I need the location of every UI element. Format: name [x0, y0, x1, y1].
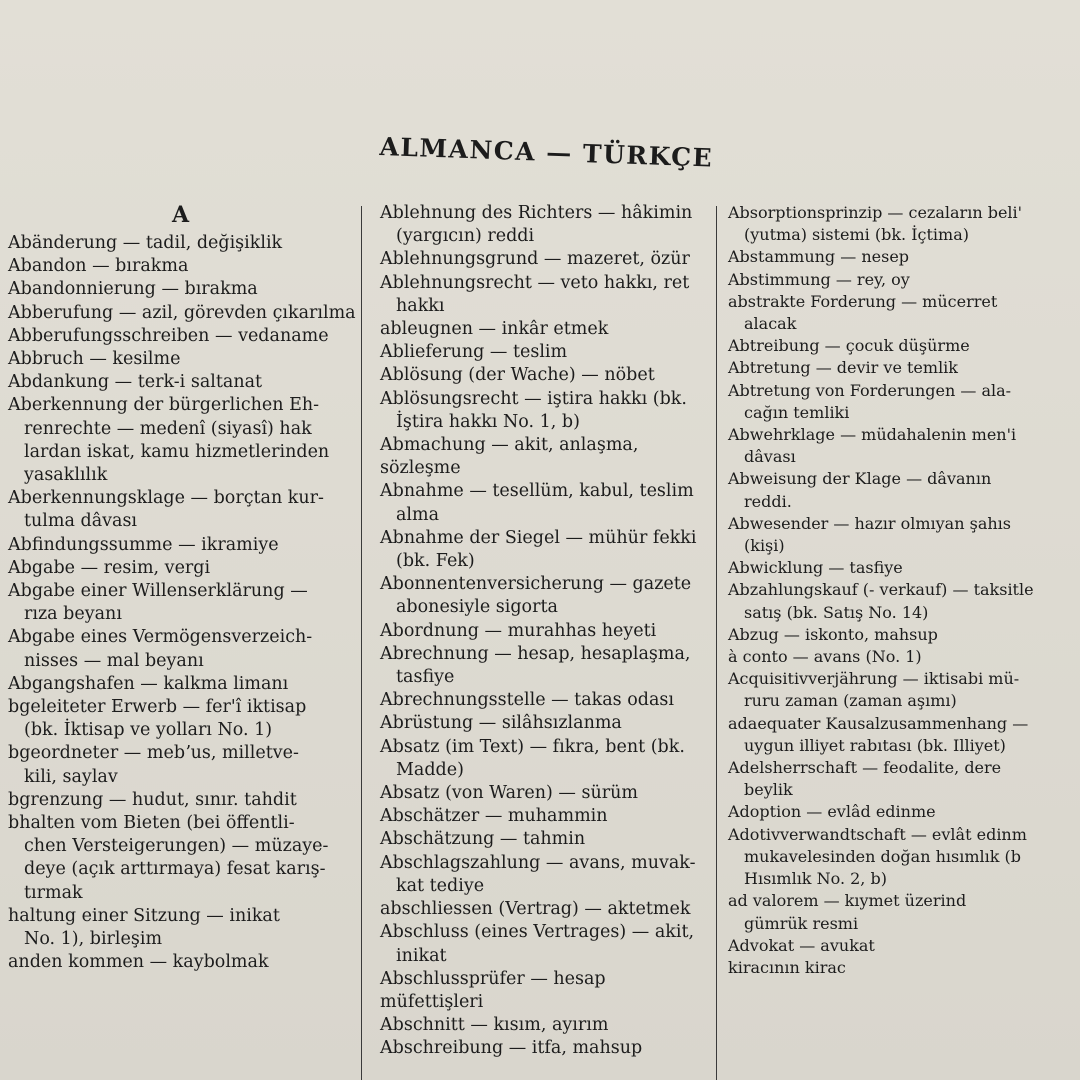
entry-continuation: nisses — mal beyanı — [24, 650, 204, 671]
entry-continuation: gümrük resmi — [744, 913, 859, 933]
dictionary-entry — [722, 513, 1080, 557]
dictionary-entry — [0, 255, 362, 278]
entry-continuation: inikat — [396, 945, 447, 966]
dictionary-entry — [372, 364, 712, 387]
entry-line: Abweisung der Klage — dâvanın — [728, 469, 992, 489]
entry-continuation: cağın temliki — [744, 402, 850, 422]
entry-line: anden kommen — kaybolmak — [8, 952, 269, 973]
dictionary-entry — [372, 480, 712, 526]
dictionary-entry — [0, 348, 362, 371]
entry-continuation: tasfiye — [396, 667, 455, 688]
dictionary-entry — [372, 898, 712, 921]
entry-line: Abstammung — nesep — [728, 247, 910, 267]
entry-line: ad valorem — kıymet üzerind — [728, 891, 967, 911]
entry-line: Ablieferung — teslim — [380, 342, 568, 363]
entry-continuation: tulma dâvası — [24, 511, 138, 532]
entry-line: Abschätzer — muhammin — [380, 806, 608, 827]
dictionary-entry — [722, 713, 1080, 757]
entry-continuation: (kişi) — [744, 536, 785, 556]
entry-line: Advokat — avukat — [728, 935, 875, 955]
dictionary-entry — [722, 246, 1080, 268]
dictionary-entry — [722, 824, 1080, 891]
entry-line: Abwicklung — tasfiye — [728, 558, 903, 578]
entry-line: haltung einer Sitzung — inikat — [8, 905, 280, 926]
column-3 — [722, 202, 1080, 1080]
dictionary-entry — [722, 801, 1080, 823]
entry-line: Ablösung (der Wache) — nöbet — [380, 365, 655, 386]
entry-line: Abdankung — terk-i saltanat — [8, 372, 263, 393]
dictionary-entry — [372, 689, 712, 712]
entry-continuation: İştira hakkı No. 1, b) — [396, 411, 580, 432]
entry-line: abschliessen (Vertrag) — aktetmek — [380, 899, 691, 920]
entry-continuation: chen Versteigerungen) — müzaye- — [24, 836, 329, 857]
entry-continuation: (bk. Fek) — [396, 551, 475, 572]
entry-line: Abwehrklage — müdahalenin men'i — [728, 425, 1017, 445]
dictionary-entry — [372, 1037, 712, 1060]
entry-continuation: alma — [396, 504, 440, 525]
dictionary-entry — [372, 643, 712, 689]
dictionary-entry — [0, 557, 362, 580]
entry-continuation: alacak — [744, 314, 797, 334]
dictionary-entry — [0, 626, 362, 672]
entry-line: Abschlussprüfer — hesap müfettişleri — [380, 968, 606, 1012]
dictionary-entry — [0, 325, 362, 348]
entry-continuation: (yutma) sistemi (bk. İçtima) — [744, 225, 969, 245]
entry-continuation: beylik — [744, 780, 793, 800]
entry-line: Abschlagszahlung — avans, muvak- — [380, 852, 696, 873]
entry-continuation: abonesiyle sigorta — [396, 597, 558, 618]
dictionary-entry — [0, 673, 362, 696]
entry-line: Aberkennung der bürgerlichen Eh- — [8, 395, 320, 416]
entry-line: Adoption — evlâd edinme — [728, 802, 936, 822]
entry-line: Ablehnung des Richters — hâkimin — [380, 203, 693, 223]
entry-line: Abberufungsschreiben — vedaname — [8, 325, 329, 346]
dictionary-entry — [372, 527, 712, 573]
dictionary-entry — [372, 1014, 712, 1037]
entry-line: Abmachung — akit, anlaşma, sözleşme — [380, 435, 639, 479]
entry-line: Abrüstung — silâhsızlanma — [380, 713, 622, 734]
dictionary-entry — [372, 318, 712, 341]
entry-continuation: renrechte — medenî (siyasî) hak — [24, 418, 312, 439]
page-title: ALMANCA — TÜRKÇE — [378, 132, 714, 173]
entry-line: Abfindungssumme — ikramiye — [8, 534, 279, 555]
dictionary-entry — [722, 890, 1080, 934]
entry-line: Abtretung — devir ve temlik — [728, 358, 958, 378]
dictionary-entry — [372, 620, 712, 643]
dictionary-entry — [722, 624, 1080, 646]
dictionary-entry — [0, 371, 362, 394]
entry-continuation: uygun illiyet rabıtası (bk. Illiyet) — [744, 735, 1006, 755]
entry-line: abstrakte Forderung — mücerret — [728, 291, 998, 311]
dictionary-entry — [0, 812, 362, 905]
entry-line: Abnahme der Siegel — mühür fekki — [380, 527, 697, 548]
dictionary-entry — [0, 534, 362, 557]
entry-line: ableugnen — inkâr etmek — [380, 319, 609, 340]
entry-line: Abschreibung — itfa, mahsup — [380, 1038, 643, 1059]
entry-continuation: Hısımlık No. 2, b) — [744, 869, 887, 889]
dictionary-entry — [0, 905, 362, 951]
entry-line: Abberufung — azil, görevden çıkarılma — [8, 302, 356, 323]
entry-line: Ablösungsrecht — iştira hakkı (bk. — [380, 388, 687, 409]
dictionary-entry — [372, 272, 712, 318]
entry-continuation: kili, saylav — [24, 766, 118, 787]
dictionary-entry — [722, 269, 1080, 291]
entry-line: Abgangshafen — kalkma limanı — [8, 673, 289, 694]
dictionary-entry — [722, 579, 1080, 623]
entry-line: Abonnentenversicherung — gazete — [380, 574, 692, 595]
dictionary-entry — [372, 968, 712, 1014]
column-3-entries — [722, 202, 1080, 979]
dictionary-entry — [0, 696, 362, 742]
entry-line: Abbruch — kesilme — [8, 349, 181, 370]
entry-line: Abordnung — murahhas heyeti — [380, 620, 657, 641]
entry-line: Acquisitivverjährung — iktisabi mü- — [728, 669, 1020, 689]
entry-line: Abstimmung — rey, oy — [728, 269, 910, 289]
entry-continuation: satış (bk. Satış No. 14) — [744, 602, 929, 622]
entry-continuation: (bk. İktisap ve yolları No. 1) — [24, 720, 273, 741]
dictionary-entry — [372, 828, 712, 851]
entry-continuation: tırmak — [24, 882, 83, 903]
dictionary-entry — [722, 935, 1080, 957]
entry-line: Abandon — bırakma — [8, 256, 189, 277]
dictionary-entry — [722, 357, 1080, 379]
dictionary-entry — [722, 291, 1080, 335]
entry-line: kiracının kirac — [728, 957, 846, 977]
entry-line: bgeleiteter Erwerb — fer'î iktisap — [8, 697, 307, 718]
entry-line: Abandonnierung — bırakma — [8, 279, 258, 300]
dictionary-entry — [372, 805, 712, 828]
dictionary-entry — [372, 921, 712, 967]
dictionary-entry — [372, 434, 712, 480]
entry-line: Ablehnungsgrund — mazeret, özür — [380, 249, 690, 270]
entry-line: Absatz (im Text) — fıkra, bent (bk. — [380, 736, 685, 757]
entry-line: Absorptionsprinzip — cezaların beli' — [728, 203, 1023, 222]
entry-continuation: reddi. — [744, 491, 792, 511]
dictionary-entry — [372, 248, 712, 271]
entry-continuation: No. 1), birleşim — [24, 929, 163, 950]
dictionary-entry — [372, 202, 712, 248]
dictionary-entry — [722, 380, 1080, 424]
entry-line: Abschluss (eines Vertrages) — akit, — [380, 922, 695, 943]
entry-continuation: kat tediye — [396, 875, 485, 896]
entry-line: Abänderung — tadil, değişiklik — [8, 233, 283, 253]
dictionary-entry — [0, 951, 362, 974]
entry-line: Abschätzung — tahmin — [380, 829, 586, 850]
entry-continuation: yasaklılık — [24, 465, 108, 486]
entry-continuation: Madde) — [396, 759, 464, 780]
entry-continuation: lardan iskat, kamu hizmetlerinden — [24, 441, 330, 462]
column-2-entries — [372, 202, 712, 1061]
entry-continuation: hakkı — [396, 295, 445, 316]
entry-continuation: rıza beyanı — [24, 604, 122, 625]
dictionary-entry — [0, 580, 362, 626]
dictionary-entry — [722, 757, 1080, 801]
dictionary-entry — [0, 742, 362, 788]
entry-continuation: (yargıcın) reddi — [396, 226, 535, 247]
dictionary-entry — [722, 957, 1080, 979]
entry-line: Adotivverwandtschaft — evlât edinm — [728, 824, 1027, 844]
entry-line: Abwesender — hazır olmıyan şahıs — [728, 513, 1011, 533]
entry-line: bgeordneter — mebʼus, milletve- — [8, 743, 299, 764]
dictionary-entry — [0, 232, 362, 255]
entry-line: Abzug — iskonto, mahsup — [728, 624, 938, 644]
dictionary-entry — [372, 782, 712, 805]
entry-line: Abrechnung — hesap, hesaplaşma, — [380, 643, 691, 664]
column-1-entries — [0, 232, 362, 975]
dictionary-entry — [372, 852, 712, 898]
section-letter: A — [172, 202, 190, 228]
dictionary-entry — [372, 388, 712, 434]
entry-line: Abgabe — resim, vergi — [8, 557, 211, 578]
entry-line: bgrenzung — hudut, sınır. tahdit — [8, 789, 297, 810]
dictionary-entry — [722, 468, 1080, 512]
dictionary-entry — [372, 573, 712, 619]
dictionary-entry — [722, 202, 1080, 246]
column-2 — [372, 202, 712, 1080]
dictionary-entry — [372, 341, 712, 364]
entry-line: Aberkennungsklage — borçtan kur- — [8, 488, 324, 509]
entry-continuation: ruru zaman (zaman aşımı) — [744, 691, 957, 711]
dictionary-entry — [722, 668, 1080, 712]
entry-line: Ablehnungsrecht — veto hakkı, ret — [380, 272, 690, 293]
entry-continuation: deye (açık arttırmaya) fesat karış- — [24, 859, 326, 880]
entry-line: Abzahlungskauf (- verkauf) — taksitle — [728, 580, 1034, 600]
entry-line: Abgabe eines Vermögensverzeich- — [8, 627, 313, 648]
dictionary-entry — [0, 789, 362, 812]
entry-continuation: dâvası — [744, 447, 796, 467]
dictionary-entry — [0, 302, 362, 325]
dictionary-entry — [0, 487, 362, 533]
entry-line: Absatz (von Waren) — sürüm — [380, 783, 638, 804]
entry-line: Abgabe einer Willenserklärung — — [8, 581, 308, 602]
entry-line: Adelsherrschaft — feodalite, dere — [728, 758, 1002, 778]
dictionary-entry — [722, 646, 1080, 668]
dictionary-entry — [372, 712, 712, 735]
column-1 — [0, 202, 362, 1080]
entry-line: Abschnitt — kısım, ayırım — [380, 1015, 609, 1036]
entry-line: Abtretung von Forderungen — ala- — [728, 380, 1012, 400]
entry-line: Abnahme — tesellüm, kabul, teslim — [380, 481, 694, 502]
entry-line: Abrechnungsstelle — takas odası — [380, 690, 674, 711]
dictionary-entry — [722, 424, 1080, 468]
dictionary-entry — [0, 394, 362, 487]
entry-line: adaequater Kausalzusammenhang — — [728, 713, 1029, 733]
entry-line: à conto — avans (No. 1) — [728, 647, 922, 667]
dictionary-entry — [0, 278, 362, 301]
dictionary-entry — [372, 736, 712, 782]
entry-line: Abtreibung — çocuk düşürme — [728, 336, 970, 356]
entry-line: bhalten vom Bieten (bei öffentli- — [8, 813, 295, 834]
entry-continuation: mukavelesinden doğan hısımlık (b — [744, 846, 1022, 866]
dictionary-entry — [722, 335, 1080, 357]
dictionary-entry — [722, 557, 1080, 579]
columns — [0, 202, 1080, 1080]
